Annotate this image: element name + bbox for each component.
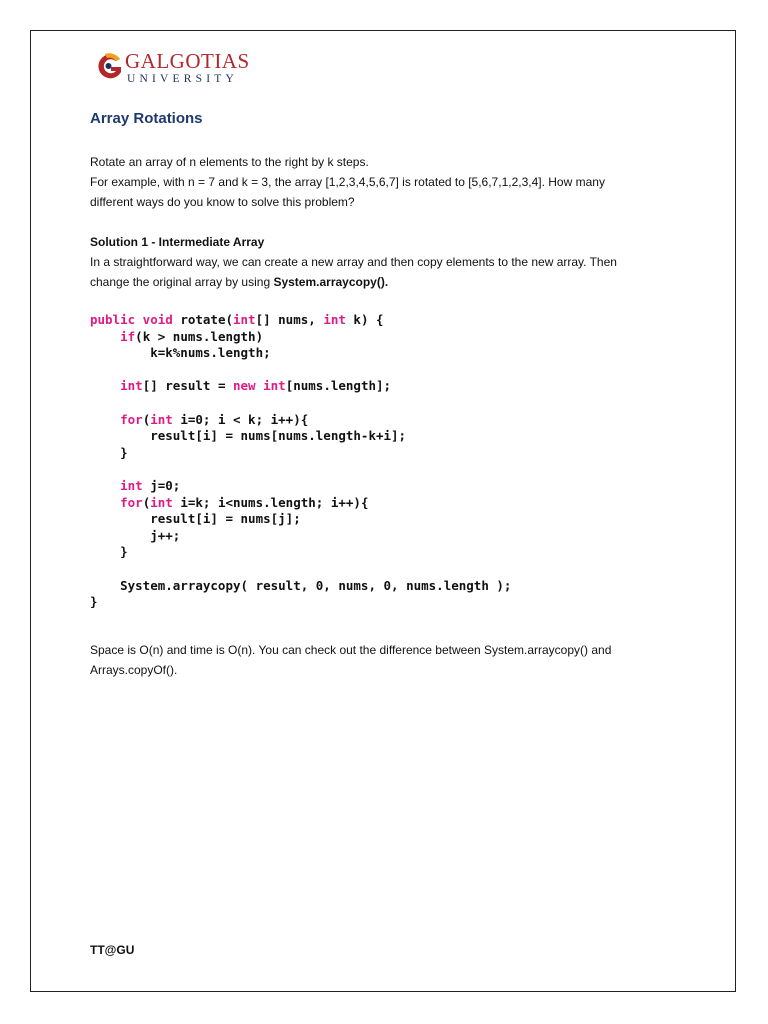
code-line	[90, 561, 511, 578]
code-line	[90, 511, 511, 528]
code-line	[90, 378, 511, 395]
code-text: [] result =	[142, 378, 233, 394]
code-line	[90, 362, 511, 379]
code-keyword: for	[120, 411, 143, 427]
logo-subtitle: UNIVERSITY	[127, 73, 238, 85]
footer-text: TT@GU	[90, 943, 135, 957]
code-text: (	[142, 494, 151, 510]
code-keyword: int	[323, 312, 346, 327]
code-keyword: for	[120, 494, 143, 510]
code-text: rotate(	[180, 312, 233, 327]
code-text: }	[90, 544, 128, 560]
code-text: result[i] = nums[nums.length-k+i];	[90, 428, 407, 444]
code-keyword: public void	[90, 312, 181, 327]
code-text: (	[142, 411, 151, 427]
code-keyword: int	[233, 312, 256, 327]
code-text	[90, 378, 120, 393]
code-line	[90, 329, 511, 346]
page-title: Array Rotations	[90, 110, 203, 127]
code-text: [] nums,	[255, 312, 324, 327]
code-text: j++;	[90, 527, 181, 543]
logo-name: GALGOTIAS	[125, 49, 250, 73]
code-text: [nums.length];	[285, 378, 392, 394]
code-line	[90, 528, 511, 545]
solution-line-text: change the original array by using	[90, 275, 274, 289]
solution-paragraph	[90, 232, 670, 292]
conclusion-line: Arrays.copyOf().	[90, 663, 178, 677]
solution-line	[90, 272, 670, 292]
intro-paragraph	[90, 152, 670, 212]
code-text: k=k%nums.length;	[90, 345, 271, 361]
code-text: }	[90, 444, 128, 460]
code-line	[90, 345, 511, 362]
conclusion-paragraph	[90, 640, 670, 680]
code-line	[90, 412, 511, 429]
university-logo	[94, 49, 250, 86]
code-line	[90, 395, 511, 412]
code-keyword: int	[150, 411, 173, 427]
intro-line: For example, with n = 7 and k = 3, the array [1,2,3,4,5,6,7] is rotated to [5,6,7,1,2,3,4]. How many	[90, 175, 605, 189]
code-line	[90, 478, 511, 495]
code-line	[90, 461, 511, 478]
code-text	[90, 478, 120, 493]
intro-line: different ways do you know to solve this problem?	[90, 195, 355, 209]
code-text: i=k; i<nums.length; i++){	[172, 494, 369, 510]
code-text	[90, 412, 120, 427]
code-text: k) {	[345, 312, 384, 327]
arraycopy-reference: System.arraycopy().	[273, 275, 389, 289]
code-text: System.arraycopy( result, 0, nums, 0, nums.length );	[90, 577, 512, 593]
code-text: (k > nums.length)	[135, 328, 264, 344]
code-text: i=0; i < k; i++){	[172, 411, 309, 427]
code-text	[90, 495, 120, 510]
code-keyword: int	[120, 378, 143, 394]
solution-line: In a straightforward way, we can create a new array and then copy elements to the new array. Then	[90, 255, 617, 269]
code-line	[90, 312, 511, 329]
code-keyword: if	[120, 328, 136, 344]
code-text	[90, 329, 120, 344]
code-text: result[i] = nums[j];	[90, 511, 301, 527]
solution-heading: Solution 1 - Intermediate Array	[90, 235, 265, 249]
code-keyword: int	[120, 477, 143, 493]
code-keyword: new int	[233, 378, 286, 394]
code-block	[90, 312, 511, 611]
code-line	[90, 495, 511, 512]
code-text: j=0;	[142, 477, 181, 493]
intro-line: Rotate an array of n elements to the right by k steps.	[90, 155, 369, 169]
galgotias-g-icon	[94, 50, 124, 82]
code-line	[90, 544, 511, 561]
conclusion-line: Space is O(n) and time is O(n). You can check out the difference between System.arraycopy() and	[90, 643, 612, 657]
code-line	[90, 594, 511, 611]
code-line	[90, 445, 511, 462]
code-text: }	[90, 594, 98, 610]
code-line	[90, 428, 511, 445]
code-keyword: int	[150, 494, 173, 510]
code-line	[90, 578, 511, 595]
